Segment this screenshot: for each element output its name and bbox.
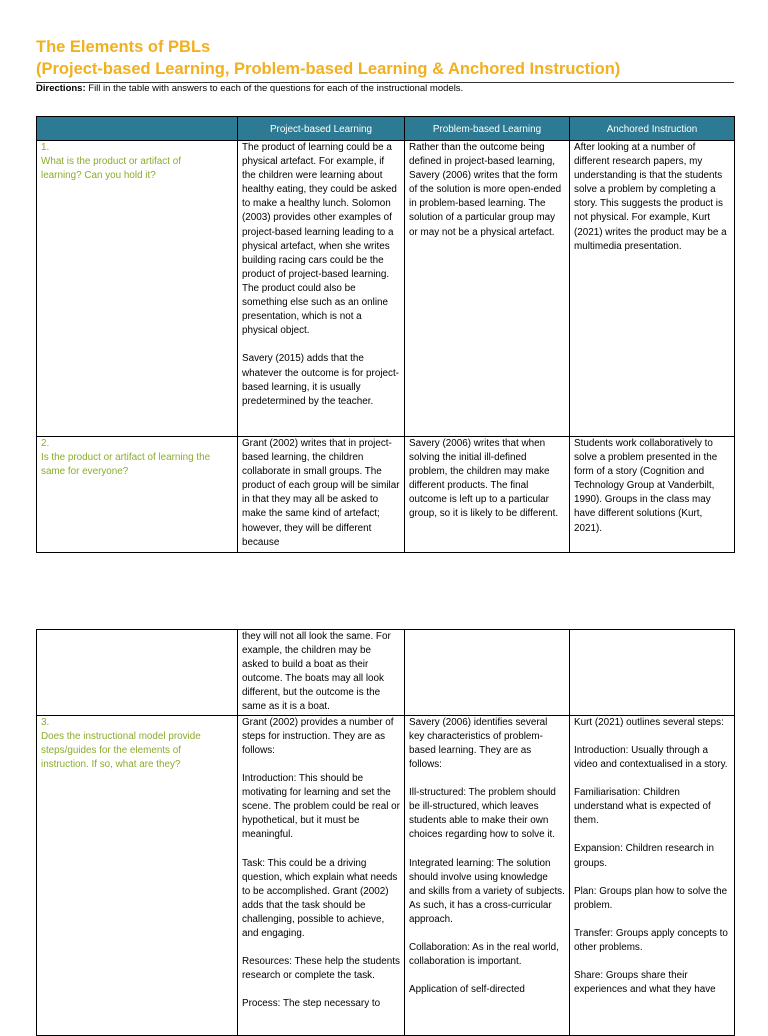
answer-paragraph: Resources: These help the students research or complete the task.: [242, 956, 400, 982]
answer-paragraph: Savery (2015) adds that the whatever the outcome is for project-based learning, it is usually predetermined by the teacher.: [242, 353, 399, 407]
table-row-continuation: [37, 630, 735, 716]
answer-paragraph: Share: Groups share their experiences and what they have: [574, 970, 716, 996]
directions-text: Fill in the table with answers to each of the questions for each of the instructional models.: [85, 83, 464, 94]
directions: [36, 83, 463, 95]
table-row: [37, 715, 735, 1035]
answer-paragraph: Students work collaboratively to solve a problem presented in the form of a story (Cognition and Technology Group at Vanderbilt, 1990). Groups in the class may have different solutions (Kurt, 2021).: [574, 438, 718, 534]
header-empty-cell: [37, 117, 238, 141]
answer-paragraph: Task: This could be a driving question, which explain what needs to be accomplished. Grant (2002) adds that the task should be challenging, possible to achieve, and engaging.: [242, 857, 398, 939]
answer-cell-anchored: [570, 715, 735, 1035]
column-header-project-based: Project-based Learning: [238, 117, 405, 141]
title-line-2: (Project-based Learning, Problem-based Learning & Anchored Instruction): [36, 60, 621, 78]
answer-paragraph: Transfer: Groups apply concepts to other problems.: [574, 927, 728, 954]
table-header-row: [37, 117, 735, 141]
answer-paragraph: Integrated learning: The solution should involve using knowledge and skills from a variety of subjects. As such, it has a cross-curricular approach.: [409, 857, 565, 925]
answer-paragraph: Introduction: Usually through a video and contextualised in a story.: [574, 744, 728, 770]
answer-paragraph: Savery (2006) identifies several key characteristics of problem-based learning. They are as follows:: [409, 716, 548, 770]
answer-cell-project-based: [238, 141, 405, 437]
document-title: [36, 36, 736, 80]
answer-paragraph: Grant (2002) writes that in project-based learning, the children collaborate in small groups. The product of each group will be similar in that they may all be asked to make the same kind of artefact; however, they will be different because: [242, 438, 400, 548]
answer-paragraph: Ill-structured: The problem should be ill-structured, which leaves students able to make their own choices regarding how to solve it.: [409, 787, 556, 841]
answer-cell-project-based: [238, 630, 405, 716]
table-row: [37, 437, 735, 553]
directions-label: Directions:: [36, 83, 86, 94]
answer-paragraph: Familiarisation: Children understand what is expected of them.: [574, 787, 711, 827]
answer-paragraph: Grant (2002) provides a number of steps for instruction. They are as follows:: [242, 716, 394, 756]
question-number: 2.: [41, 438, 50, 449]
column-header-problem-based: Problem-based Learning: [405, 117, 570, 141]
question-cell-empty: [37, 630, 238, 716]
question-cell: [37, 437, 238, 553]
answer-cell-problem-based-empty: [405, 630, 570, 716]
answer-paragraph: Application of self-directed: [409, 984, 525, 996]
answer-paragraph: Collaboration: As in the real world, collaboration is important.: [409, 942, 559, 968]
question-cell: [37, 141, 238, 437]
answer-paragraph: After looking at a number of different research papers, my understanding is that the students solve a problem by completing a story. This suggests the product is not physical. For example, Kurt (2021) writes the product may be a multimedia presentation.: [574, 142, 727, 252]
answer-paragraph: Introduction: This should be motivating for learning and set the scene. The problem could be real or hypothetical, but it must be meaningful.: [242, 772, 400, 841]
answer-cell-anchored: [570, 437, 735, 553]
question-number: 3.: [41, 716, 50, 728]
table-row: [37, 141, 735, 437]
answer-paragraph: Expansion: Children research in groups.: [574, 843, 714, 869]
question-text: What is the product or artifact of learning? Can you hold it?: [41, 156, 181, 182]
question-text: Is the product or artifact of learning the same for everyone?: [41, 452, 211, 478]
answer-cell-problem-based: [405, 437, 570, 553]
question-number: 1.: [41, 142, 50, 153]
column-header-anchored: Anchored Instruction: [570, 117, 735, 141]
answer-cell-problem-based: [405, 141, 570, 437]
answer-cell-project-based: [238, 715, 405, 1035]
answer-paragraph: The product of learning could be a physical artefact. For example, if the children were learning about healthy eating, they could be asked to make a healthy lunch. Solomon (2003) provides other examples of project-based learning leading to a physical artefact, when she writes building racing cars could be the product of project-based learning. The product could also be something else such as an online presentation, which is not a physical object.: [242, 142, 397, 337]
answer-cell-anchored: [570, 141, 735, 437]
elements-table-continued: [36, 629, 735, 1036]
answer-paragraph: Process: The step necessary to: [242, 998, 381, 1010]
answer-paragraph: Kurt (2021) outlines several steps:: [574, 716, 724, 728]
answer-cell-anchored-empty: [570, 630, 735, 716]
answer-paragraph: Savery (2006) writes that when solving the initial ill-defined problem, the children may make different products. The final outcome is left up to a particular group, so it is likely to be different.: [409, 438, 559, 520]
title-line-1: The Elements of PBLs: [36, 38, 211, 56]
question-text: Does the instructional model provide steps/guides for the elements of instruction. If so, what are they?: [41, 730, 201, 770]
answer-paragraph: they will not all look the same. For example, the children may be asked to build a boat as their outcome. The boats may all look different, but the outcome is the same as it is a boat.: [242, 631, 391, 713]
answer-cell-project-based: [238, 437, 405, 553]
answer-cell-problem-based: [405, 715, 570, 1035]
question-cell: [37, 715, 238, 1035]
answer-paragraph: Rather than the outcome being defined in project-based learning, Savery (2006) writes that the form of the solution is more open-ended in problem-based learning. The solution of a particular group may or may not be a physical artefact.: [409, 142, 562, 238]
elements-table: [36, 116, 735, 553]
answer-paragraph: Plan: Groups plan how to solve the problem.: [574, 885, 728, 911]
